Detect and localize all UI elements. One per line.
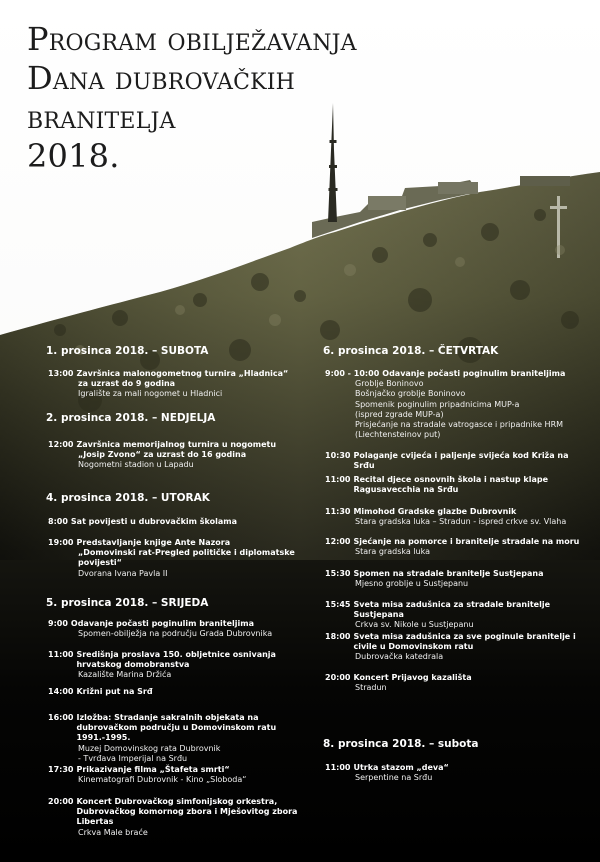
event-title: Završnica memorijalnog turnira u nogometu <box>76 440 277 449</box>
event-row <box>48 765 308 775</box>
event-title: Sat povijesti u dubrovačkim školama <box>70 517 237 526</box>
event-title: Odavanje počasti poginulim braniteljima <box>70 619 254 628</box>
event-item <box>48 538 308 579</box>
event-row <box>325 537 585 547</box>
event-item <box>325 673 585 693</box>
event-item <box>325 632 585 663</box>
event-location: Stradun <box>355 683 387 693</box>
event-location: Spomenik poginulim pripadnicima MUP-a <box>355 399 520 409</box>
event-row <box>48 687 308 697</box>
event-detail-bold: „Josip Zvono“ za uzrast do 16 godina <box>78 450 247 460</box>
event-time: 10:30 <box>325 451 351 460</box>
event-title: Koncert Dubrovačkog simfonijskog orkestra, Dubrovačkog komornog zbora i Mješovitog zbora Libertas <box>76 797 298 827</box>
event-location: Dubrovačka katedrala <box>355 652 444 662</box>
event-time: 9:00 <box>48 619 68 628</box>
event-location: Igralište za mali nogomet u Hladnici <box>78 389 223 399</box>
event-title: Odavanje počasti poginulim braniteljima <box>382 369 566 378</box>
event-location: Groblje Boninovo <box>355 379 424 389</box>
event-item <box>325 369 585 440</box>
event-item <box>48 687 308 697</box>
event-location: Serpentine na Srđu <box>355 773 433 783</box>
event-time: 15:45 <box>325 600 351 609</box>
event-item <box>48 619 308 639</box>
poster-title <box>27 20 447 176</box>
event-location: Nogometni stadion u Lapadu <box>78 460 194 470</box>
event-detail-bold: za uzrast do 9 godina <box>78 379 176 389</box>
event-item <box>325 507 585 527</box>
event-title: Spomen na stradale branitelje Sustjepana <box>353 569 544 578</box>
event-item <box>325 763 585 783</box>
day-heading: 2. prosinca 2018. – NEDJELJA <box>46 412 216 424</box>
event-item <box>325 569 585 589</box>
event-row <box>48 713 308 744</box>
title-line-3: branitelja <box>27 98 176 136</box>
event-location: Mjesno groblje u Sustjepanu <box>355 579 469 589</box>
day-heading: 1. prosinca 2018. – SUBOTA <box>46 345 209 357</box>
event-row <box>48 619 308 629</box>
event-item <box>325 451 585 471</box>
event-title: Recital djece osnovnih škola i nastup klape Ragusavecchia na Srđu <box>353 475 549 495</box>
event-item <box>48 369 308 400</box>
event-title: Završnica malonogometnog turnira „Hladnica“ <box>76 369 289 378</box>
event-row <box>325 369 585 379</box>
event-item <box>48 765 308 785</box>
event-location: Crkva Male braće <box>78 827 148 837</box>
event-time: 18:00 <box>325 632 351 641</box>
day-heading: 8. prosinca 2018. – subota <box>323 738 479 750</box>
event-title: Križni put na Srđ <box>76 687 153 696</box>
event-row <box>325 569 585 579</box>
event-time: 19:00 <box>48 538 74 547</box>
event-location: Spomen-obilježja na području Grada Dubrovnika <box>78 629 273 639</box>
event-title: Sveta misa zadušnica za sve poginule branitelje i civile u Domovinskom ratu <box>353 632 576 652</box>
event-item <box>48 440 308 471</box>
event-time: 11:00 <box>325 763 351 772</box>
event-title: Predstavljanje knjige Ante Nazora <box>76 538 231 547</box>
event-row <box>325 632 585 652</box>
event-row <box>325 600 585 620</box>
event-row <box>325 673 585 683</box>
event-time: 13:00 <box>48 369 74 378</box>
event-title: Sjećanje na pomorce i branitelje stradale na moru <box>353 537 580 546</box>
event-row <box>48 797 308 828</box>
event-title: Koncert Prijavog kazališta <box>353 673 472 682</box>
event-location: (ispred zgrade MUP-a) <box>355 409 444 419</box>
event-row <box>325 475 585 495</box>
event-row <box>48 650 308 670</box>
event-location: Dvorana Ivana Pavla II <box>78 568 168 578</box>
event-row <box>48 517 308 527</box>
event-time: 17:30 <box>48 765 74 774</box>
event-time: 14:00 <box>48 687 74 696</box>
event-location: Prisjećanje na stradale vatrogasce i pripadnike HRM <box>355 420 564 430</box>
event-time: 12:00 <box>48 440 74 449</box>
title-line-2: Dana dubrovačkih <box>27 59 296 97</box>
event-title: Polaganje cvijeća i paljenje svijeća kod Križa na Srđu <box>353 451 569 471</box>
day-heading: 4. prosinca 2018. – UTORAK <box>46 492 210 504</box>
event-time: 15:30 <box>325 569 351 578</box>
event-location: Muzej Domovinskog rata Dubrovnik <box>78 743 221 753</box>
event-time: 20:00 <box>325 673 351 682</box>
event-time: 20:00 <box>48 797 74 806</box>
event-title: Utrka stazom „deva“ <box>353 763 449 772</box>
event-time: 11:00 <box>325 475 351 484</box>
event-title: Prikazivanje filma „Štafeta smrti“ <box>76 765 230 774</box>
event-time: 12:00 <box>325 537 351 546</box>
title-line-1: Program obilježavanja <box>27 20 357 58</box>
event-location: Bošnjačko groblje Boninovo <box>355 389 466 399</box>
event-row <box>48 538 308 548</box>
event-detail-bold: „Domovinski rat-Pregled političke i diplomatske povijesti“ <box>78 548 295 568</box>
event-item <box>48 517 308 527</box>
event-location: Stara gradska luka – Stradun - ispred crkve sv. Vlaha <box>355 517 567 527</box>
event-item <box>48 650 308 681</box>
event-location: Kazalište Marina Držića <box>78 670 172 680</box>
event-time: 16:00 <box>48 713 74 722</box>
event-location: Kinematografi Dubrovnik - Kino „Sloboda“ <box>78 775 247 785</box>
event-location: (Liechtensteinov put) <box>355 430 441 440</box>
event-time: 11:30 <box>325 507 351 516</box>
event-time: 9:00 - 10:00 <box>325 369 380 378</box>
event-title: Mimohod Gradske glazbe Dubrovnik <box>353 507 517 516</box>
event-row <box>48 440 308 450</box>
event-time: 8:00 <box>48 517 68 526</box>
event-location: Stara gradska luka <box>355 547 430 557</box>
event-title: Sveta misa zadušnica za stradale branitelje Sustjepana <box>353 600 551 620</box>
event-time: 11:00 <box>48 650 74 659</box>
event-row <box>325 763 585 773</box>
day-heading: 6. prosinca 2018. – ČETVRTAK <box>323 345 499 357</box>
title-line-4: 2018. <box>27 137 120 175</box>
event-item <box>48 713 308 764</box>
event-item <box>325 537 585 557</box>
event-title: Središnja proslava 150. obljetnice osnivanja hrvatskog domobranstva <box>76 650 276 670</box>
event-item <box>325 600 585 631</box>
event-item <box>48 797 308 838</box>
event-title: Izložba: Stradanje sakralnih objekata na dubrovačkom području u Domovinskom ratu 1991.-1995. <box>76 713 277 743</box>
event-row <box>48 369 308 379</box>
event-location: Crkva sv. Nikole u Sustjepanu <box>355 620 474 630</box>
day-heading: 5. prosinca 2018. – SRIJEDA <box>46 597 209 609</box>
event-location: - Tvrđava Imperijal na Srđu <box>78 753 188 763</box>
event-row <box>325 451 585 471</box>
event-row <box>325 507 585 517</box>
event-item <box>325 475 585 495</box>
